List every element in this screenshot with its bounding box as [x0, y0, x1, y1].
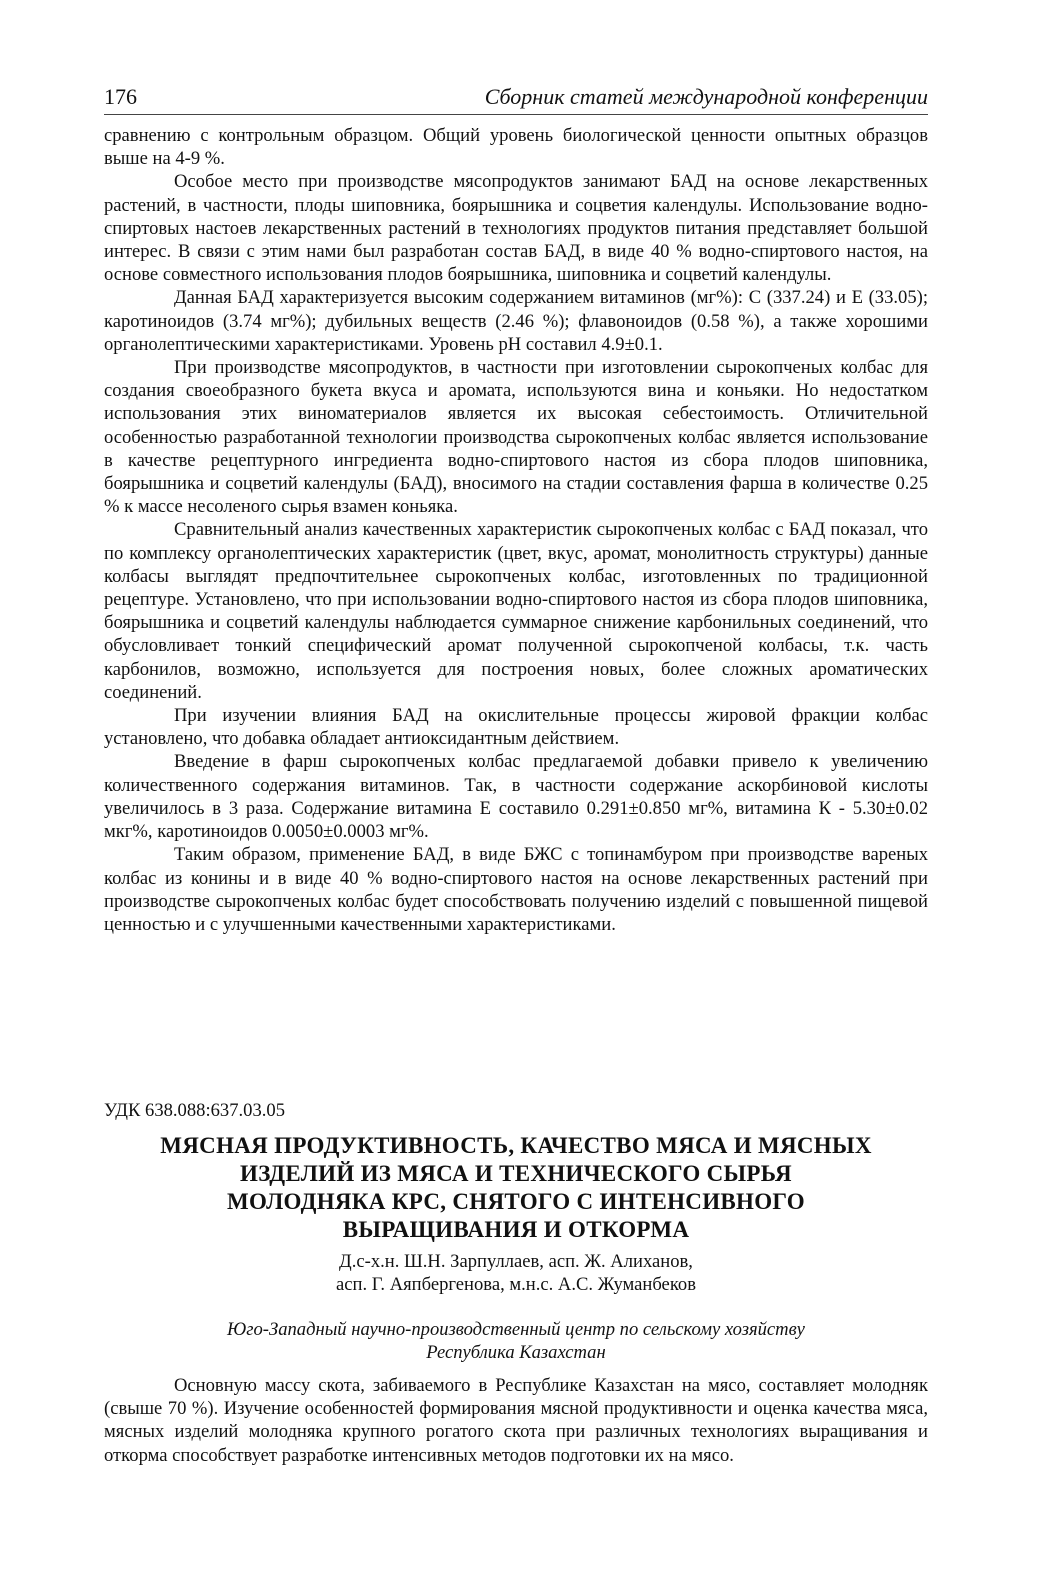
header-rule	[104, 114, 928, 115]
title-line: ИЗДЕЛИЙ ИЗ МЯСА И ТЕХНИЧЕСКОГО СЫРЬЯ	[240, 1161, 792, 1186]
title-line: ВЫРАЩИВАНИЯ И ОТКОРМА	[342, 1217, 690, 1242]
article-authors	[104, 1250, 928, 1296]
organization-line: Юго-Западный научно-производственный центр по сельскому хозяйству	[227, 1319, 805, 1340]
organization-line: Республика Казахстан	[426, 1342, 606, 1363]
paragraph: сравнению с контрольным образцом. Общий уровень биологической ценности опытных образцов выше на 4-9 %.	[104, 125, 928, 170]
authors-line: асп. Г. Аяпбергенова, м.н.с. А.С. Жуманбеков	[336, 1274, 696, 1295]
paragraph: Таким образом, применение БАД, в виде БЖС с топинамбуром при производстве вареных колбас из конины и в виде 40 % водно-спиртового настоя на основе лекарственных растений при производстве сырокопченых колбас будет способствовать получению изделий с повышенной пищевой ценностью и с улучшенными качественными характеристиками.	[104, 844, 928, 935]
title-line: МЯСНАЯ ПРОДУКТИВНОСТЬ, КАЧЕСТВО МЯСА И МЯСНЫХ	[160, 1133, 872, 1158]
paragraph: Сравнительный анализ качественных характеристик сырокопченых колбас с БАД показал, что по комплексу органолептических характеристик (цвет, вкус, аромат, монолитность структуры) данные колбасы выглядят предпочтительнее сырокопченых колбас, изготовленных по традиционной рецептуре. Установлено, что при использовании водно-спиртового настоя из сбора плодов шиповника, боярышника и соцветий календулы наблюдается суммарное снижение карбонильных соединений, что обусловливает тонкий специфический аромат полученной сырокопченой колбасы, т.к. часть карбонилов, возможно, используется для построения новых, более сложных ароматических соединений.	[104, 519, 928, 703]
paragraph: При изучении влияния БАД на окислительные процессы жировой фракции колбас установлено, что добавка обладает антиоксидантным действием.	[104, 705, 928, 750]
paragraph: Данная БАД характеризуется высоким содержанием витаминов (мг%): С (337.24) и Е (33.05); каротиноидов (3.74 мг%); дубильных веществ (2.46 %); флавоноидов (0.58 %), а также хорошими органолептическими характеристиками. Уровень рН составил 4.9±0.1.	[104, 287, 928, 355]
paragraph: Особое место при производстве мясопродуктов занимают БАД на основе лекарственных растений, в частности, плоды шиповника, боярышника и соцветия календулы. Использование водно-спиртовых настоев лекарственных растений в технологиях продуктов питания представляет большой интерес. В связи с этим нами был разработан состав БАД, в виде 40 % водно-спиртового настоя, на основе совместного использования плодов боярышника, шиповника и соцветий календулы.	[104, 171, 928, 286]
udk-code: УДК 638.088:637.03.05	[104, 1100, 285, 1121]
body-text	[104, 124, 928, 936]
article-abstract	[104, 1374, 928, 1467]
article-title	[104, 1132, 928, 1244]
authors-line: Д.с-х.н. Ш.Н. Зарпуллаев, асп. Ж. Алиханов,	[339, 1251, 693, 1272]
page-number: 176	[104, 84, 137, 109]
page-header	[104, 84, 928, 110]
paragraph: При производстве мясопродуктов, в частности при изготовлении сырокопченых колбас для создания своеобразного букета вкуса и аромата, используются вина и коньяки. Но недостатком использования этих виноматериалов является их высокая себестоимость. Отличительной особенностью разработанной технологии производства сырокопченых колбас является использование в качестве рецептурного ингредиента водно-спиртового настоя из сбора плодов шиповника, боярышника и соцветий календулы (БАД), вносимого на стадии составления фарша в количестве 0.25 % к массе несоленого сырья взамен коньяка.	[104, 357, 928, 518]
collection-title: Сборник статей международной конференции	[484, 84, 928, 109]
paragraph: Введение в фарш сырокопченых колбас предлагаемой добавки привело к увеличению количественного содержания витаминов. Так, в частности содержание аскорбиновой кислоты увеличилось в 3 раза. Содержание витамина Е составило 0.291±0.850 мг%, витамина К - 5.30±0.02 мкг%, каротиноидов 0.0050±0.0003 мг%.	[104, 751, 928, 843]
abstract-paragraph: Основную массу скота, забиваемого в Республике Казахстан на мясо, составляет молодняк (свыше 70 %). Изучение особенностей формирования мясной продуктивности и оценка качества мяса, мясных изделий молодняка крупного рогатого скота при различных технологиях выращивания и откорма способствует разработке интенсивных методов подготовки их на мясо.	[104, 1375, 928, 1466]
article-organization	[104, 1318, 928, 1364]
title-line: МОЛОДНЯКА КРС, СНЯТОГО С ИНТЕНСИВНОГО	[227, 1189, 805, 1214]
